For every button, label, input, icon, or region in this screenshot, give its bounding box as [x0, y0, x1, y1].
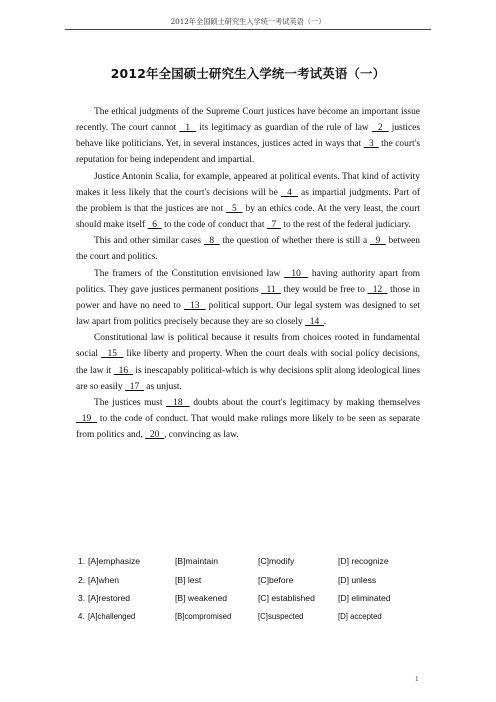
- passage-text: Justice Antonin Scalia, for example, appeared at political events. That kind of activity makes it less likely that the court's decisions will be: [76, 171, 420, 198]
- question-number: 4.: [78, 611, 85, 621]
- cloze-blank: 7: [266, 220, 281, 231]
- cloze-blank: 17: [125, 381, 144, 392]
- passage-text: like liberty and property. When the court deals with social policy decisions, the law it: [76, 349, 421, 376]
- option-c: [C]modify: [258, 556, 295, 566]
- passage-text: Constitutional law is political because it results from choices rooted in fundamental social: [76, 333, 420, 360]
- cloze-blank: 15: [101, 349, 124, 360]
- passage-body: [76, 104, 420, 443]
- option-d: [D] unless: [338, 574, 377, 585]
- option-row: [78, 556, 438, 575]
- cloze-blank: 20: [145, 430, 165, 441]
- passage-text: as impartial judgments. Part of the problem is that the justices are not: [76, 187, 421, 214]
- passage-text: is inescapably political-which is why decisions split along ideological lines are so easily: [76, 365, 421, 392]
- option-b: [B] weakened: [175, 593, 228, 603]
- option-a: [A]challenged: [88, 611, 136, 621]
- cloze-blank: 14: [305, 317, 324, 328]
- option-d: [D] eliminated: [338, 593, 391, 603]
- option-a: [A]emphasize: [88, 556, 141, 566]
- option-row: [78, 575, 438, 594]
- option-b: [B] lest: [175, 574, 202, 585]
- passage-text: doubts about the court's legitimacy by making themselves: [189, 397, 421, 408]
- passage-text: by an ethics code. At the very least, the court should make itself: [76, 203, 420, 231]
- passage-text: the court's reputation for being independent and impartial.: [76, 139, 421, 166]
- cloze-blank: 19: [76, 413, 97, 424]
- cloze-blank: 5: [226, 203, 243, 214]
- passage-paragraph: [76, 169, 420, 234]
- option-c: [C]suspected: [258, 611, 304, 621]
- cloze-blank: 4: [280, 187, 298, 198]
- document-title: 2012年全国硕士研究生入学统一考试英语（一）: [110, 66, 386, 81]
- passage-text: the question of whether there is still a: [219, 236, 370, 247]
- cloze-blank: 8: [203, 236, 220, 247]
- header-divider: [65, 29, 431, 30]
- option-row: [78, 612, 438, 631]
- cloze-blank: 16: [113, 365, 133, 376]
- passage-paragraph: [76, 395, 420, 443]
- passage-text: The framers of the Constitution envisioned law: [94, 268, 284, 279]
- passage-text: , convincing as law.: [164, 430, 239, 441]
- cloze-blank: 13: [183, 300, 206, 311]
- option-d: [D] accepted: [338, 611, 382, 621]
- option-a: [A]when: [88, 574, 120, 585]
- passage-paragraph: [76, 330, 420, 395]
- passage-paragraph: [76, 233, 420, 265]
- passage-text: to the rest of the federal judiciary.: [280, 220, 411, 231]
- cloze-blank: 3: [363, 139, 379, 150]
- cloze-blank: 9: [369, 236, 386, 247]
- passage-text: having authority apart from politics. They gave justices permanent positions: [76, 268, 421, 295]
- passage-paragraph: [76, 266, 420, 331]
- option-d: [D] recognize: [338, 556, 389, 566]
- passage-text: This and other similar cases: [94, 236, 204, 247]
- running-header: 2012年全国硕士研究生入学统一考试英语（一）: [170, 17, 326, 26]
- cloze-blank: 6: [147, 220, 162, 231]
- cloze-blank: 10: [283, 268, 309, 279]
- answer-options: [78, 556, 438, 630]
- passage-text: as unjust.: [143, 381, 182, 392]
- passage-text: political support. Our legal system was designed to set law apart from politics precisely because they are so closely: [76, 300, 421, 328]
- cloze-blank: 2: [371, 123, 389, 134]
- question-number: 2.: [78, 574, 86, 585]
- cloze-blank: 12: [367, 284, 388, 295]
- passage-paragraph: [76, 104, 420, 169]
- passage-text: The ethical judgments of the Supreme Court justices have become an important issue recently. The court cannot: [76, 107, 420, 134]
- option-row: [78, 593, 438, 612]
- passage-text: to the code of conduct that: [161, 220, 267, 231]
- option-b: [B]maintain: [175, 556, 218, 566]
- passage-text: justices behave like politicians. Yet, in several instances, justices acted in ways that: [76, 123, 421, 150]
- passage-text: to the code of conduct. That would make rulings more likely to be seen as separate from politics and,: [76, 413, 420, 441]
- passage-text: they would be free to: [280, 284, 368, 295]
- option-a: [A]restored: [88, 593, 131, 603]
- page-number: 1: [415, 675, 419, 683]
- cloze-blank: 18: [166, 397, 190, 408]
- option-c: [C]before: [258, 574, 294, 585]
- passage-text: .: [323, 317, 327, 328]
- cloze-blank: 1: [179, 123, 197, 134]
- passage-text: its legitimacy as guardian of the rule of law: [196, 123, 372, 134]
- passage-text: The justices must: [94, 397, 166, 408]
- question-number: 3.: [78, 593, 86, 603]
- cloze-blank: 11: [261, 284, 281, 295]
- passage-text: those in power and have no need to: [76, 284, 421, 311]
- option-c: [C] established: [258, 593, 315, 603]
- question-number: 1.: [78, 556, 86, 566]
- passage-text: between the court and politics.: [76, 236, 421, 263]
- option-b: [B]compromised: [175, 611, 232, 621]
